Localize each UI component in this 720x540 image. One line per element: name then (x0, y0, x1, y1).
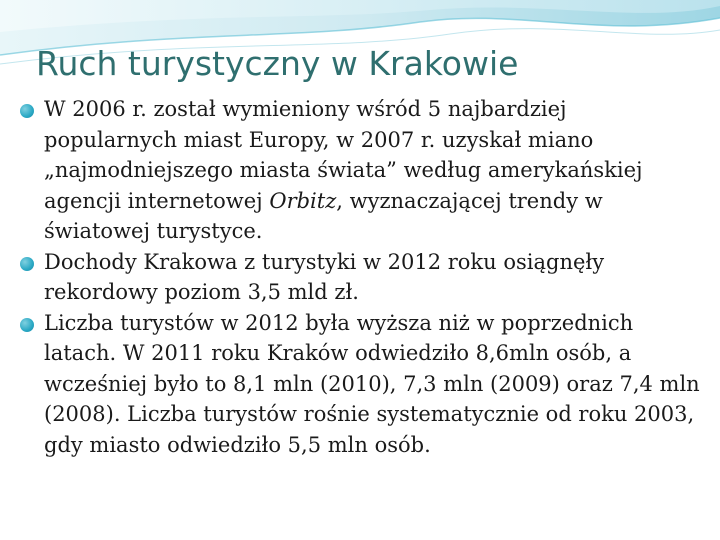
slide-title: Ruch turystyczny w Krakowie (36, 44, 519, 83)
bullet-item-2 (20, 247, 700, 308)
bullet-item-3 (20, 308, 700, 461)
bullet-text-1-part-b: , wyznaczającej trendy w światowej turystyce. (44, 188, 603, 243)
bullet-text-1 (44, 94, 700, 247)
bullet-text-3: Liczba turystów w 2012 była wyższa niż w poprzednich latach. W 2011 roku Kraków odwiedziło 8,6mln osób, a wcześniej było to 8,1 mln (2010), 7,3 mln (2009) oraz 7,4 mln (2008). Liczba turystów rośnie systematycznie od roku 2003, gdy miasto odwiedziło 5,5 mln osób. (44, 310, 700, 457)
bullet-item-1 (20, 94, 700, 247)
bullet-icon (20, 318, 34, 332)
bullet-list (20, 94, 700, 460)
bullet-text-1-part-a: W 2006 r. został wymieniony wśród 5 najbardziej popularnych miast Europy, w 2007 r. uzyskał miano „najmodniejszego miasta świata” według amerykańskiej agencji internetowej (44, 97, 643, 213)
bullet-text-1-emphasis: Orbitz (269, 188, 337, 213)
bullet-text-2: Dochody Krakowa z turystyki w 2012 roku osiągnęły rekordowy poziom 3,5 mld zł. (44, 249, 605, 304)
bullet-icon (20, 104, 34, 118)
bullet-icon (20, 257, 34, 271)
